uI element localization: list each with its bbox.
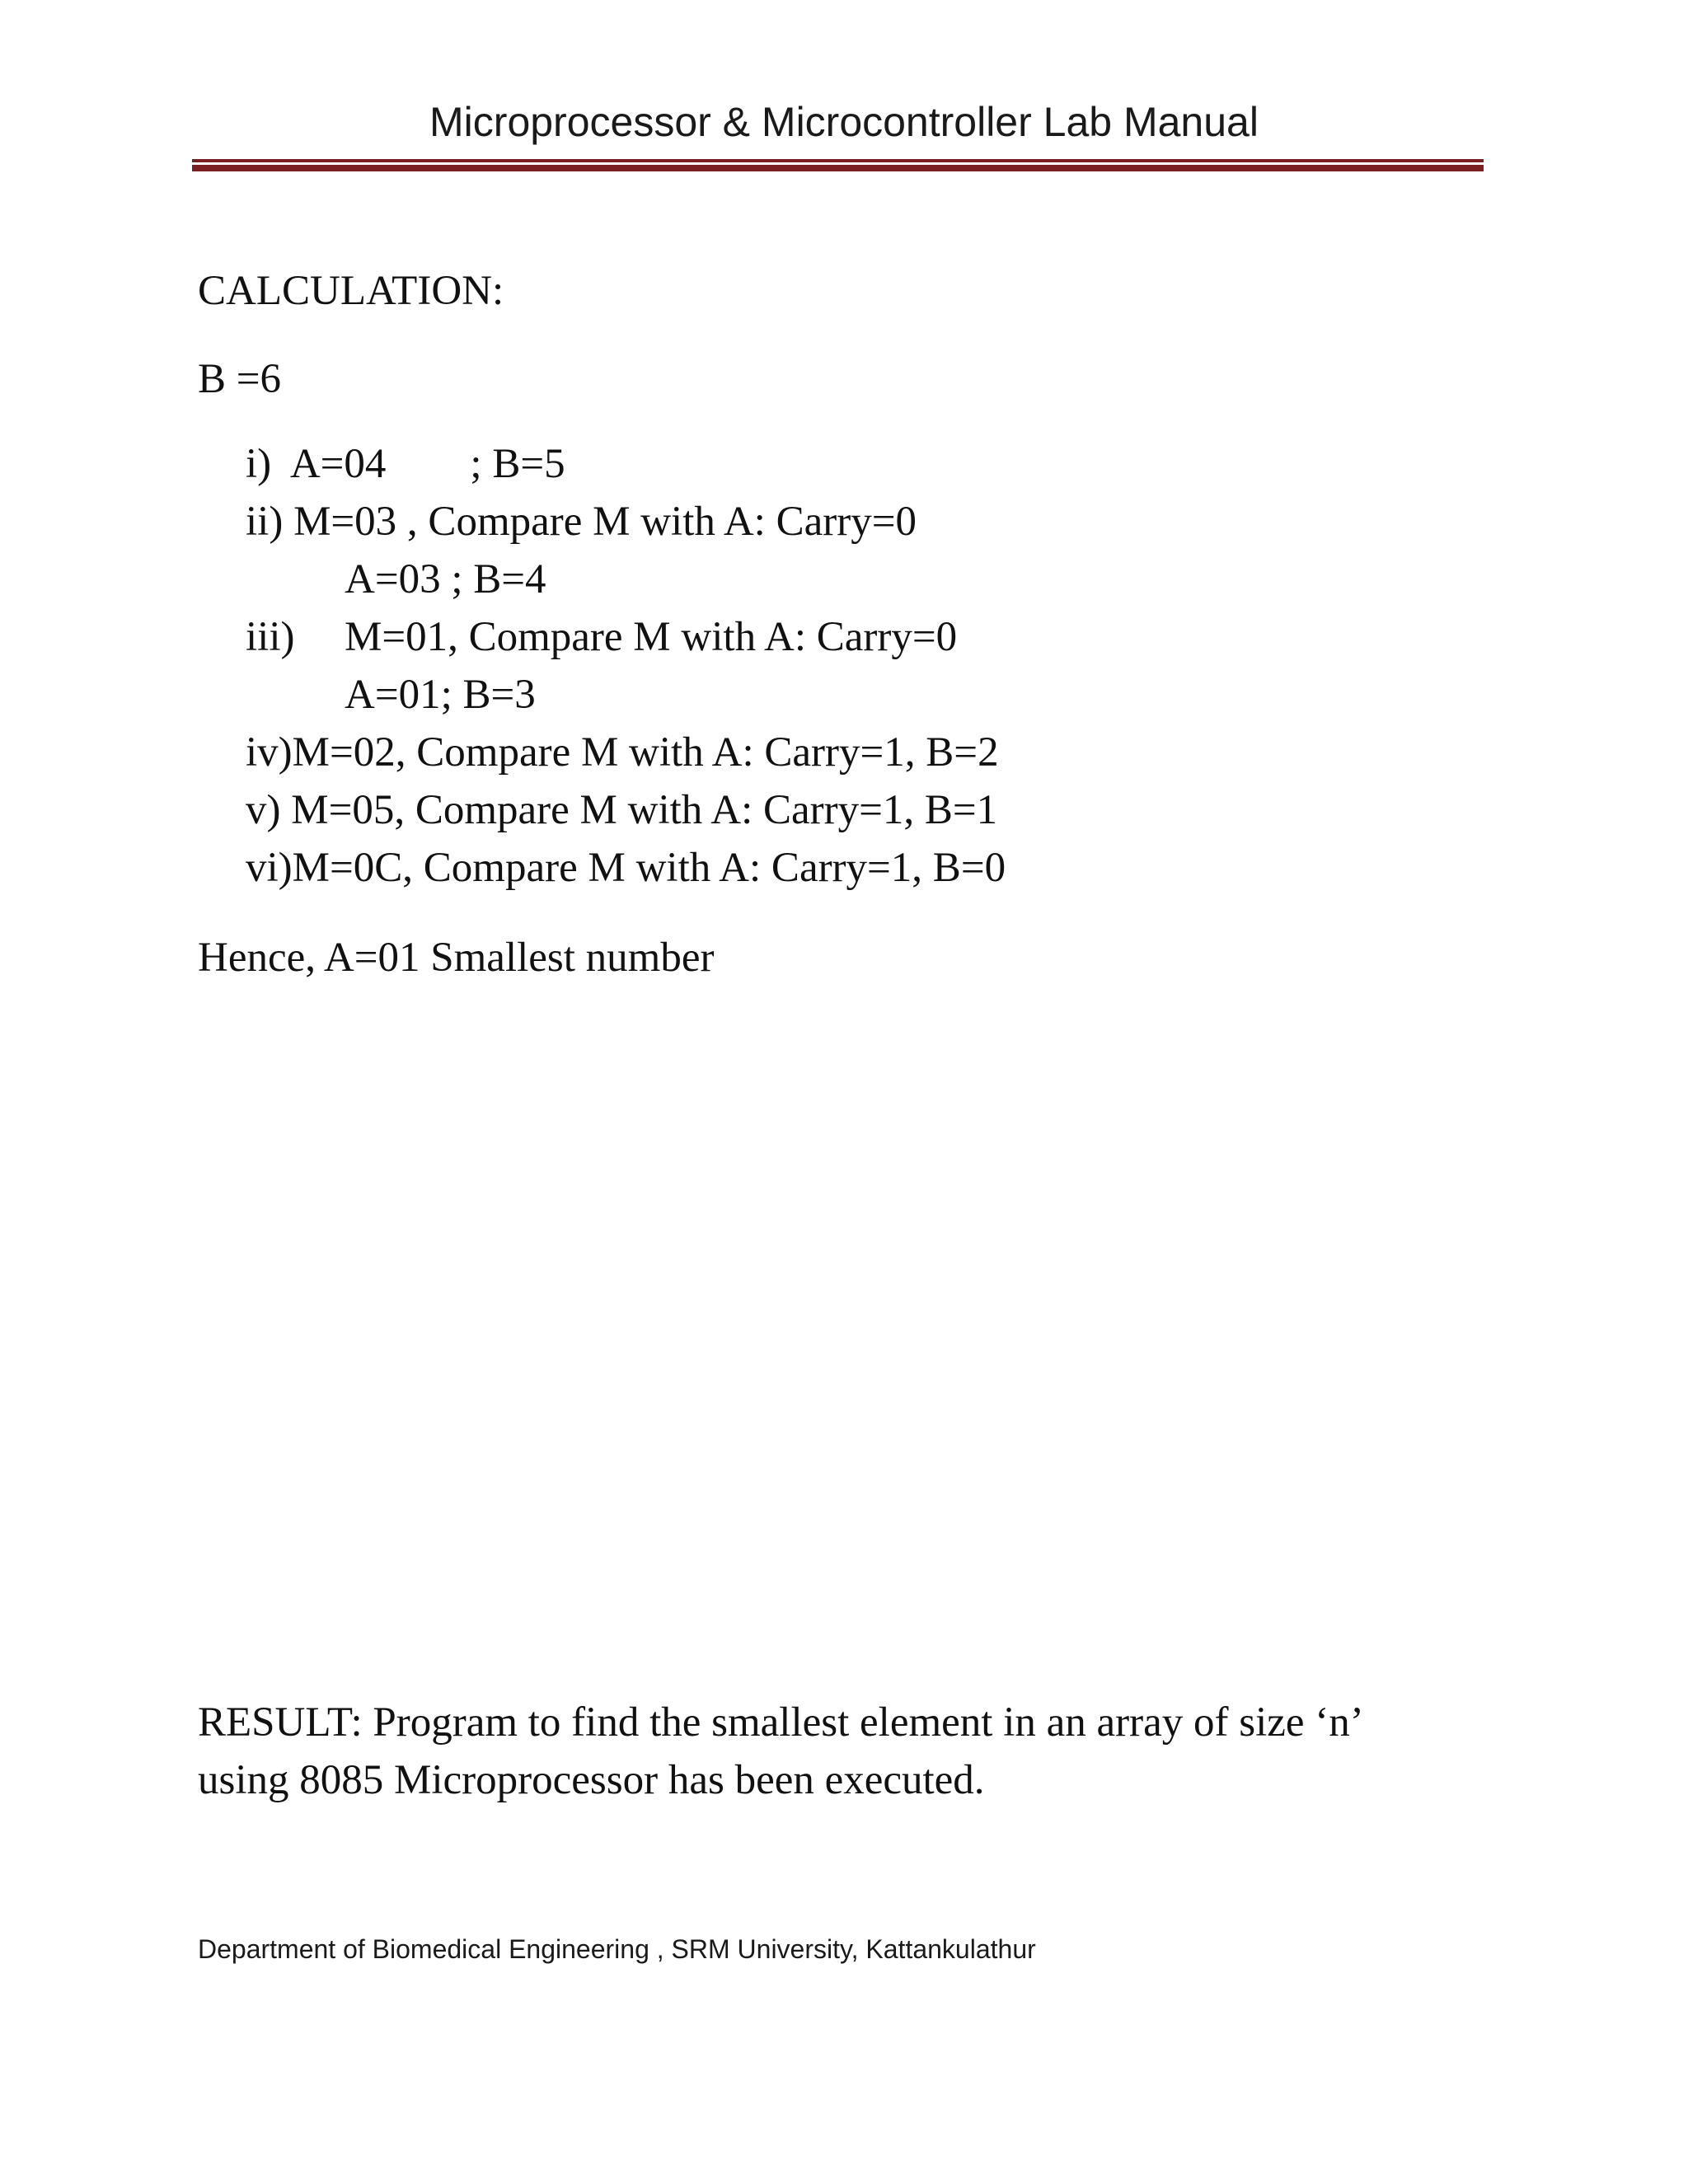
calculation-step-2: ii) M=03 , Compare M with A: Carry=0 — [246, 499, 917, 545]
calculation-heading: CALCULATION: — [198, 268, 504, 314]
header-divider-thick — [192, 165, 1484, 171]
calculation-conclusion: Hence, A=01 Smallest number — [198, 935, 715, 981]
calculation-step-3-marker: iii) — [246, 614, 295, 660]
calculation-step-4: iv)M=02, Compare M with A: Carry=1, B=2 — [246, 729, 999, 776]
calculation-step-1: i) A=04 ; B=5 — [246, 441, 565, 487]
page-header-title: Microprocessor & Microcontroller Lab Manual — [429, 99, 1259, 145]
result-line-2: using 8085 Microprocessor has been executed. — [198, 1757, 985, 1803]
calculation-step-5: v) M=05, Compare M with A: Carry=1, B=1 — [246, 787, 998, 833]
calculation-step-3-result: A=01; B=3 — [345, 672, 536, 718]
header-divider-thin — [192, 159, 1484, 162]
calculation-initial-value: B =6 — [198, 356, 282, 402]
calculation-step-3: M=01, Compare M with A: Carry=0 — [345, 614, 958, 660]
calculation-step-6: vi)M=0C, Compare M with A: Carry=1, B=0 — [246, 845, 1006, 891]
calculation-step-2-result: A=03 ; B=4 — [345, 556, 546, 602]
result-line-1: RESULT: Program to find the smallest element in an array of size ‘n’ — [198, 1699, 1364, 1746]
page-footer: Department of Biomedical Engineering , SRM University, Kattankulathur — [198, 1934, 1036, 1964]
